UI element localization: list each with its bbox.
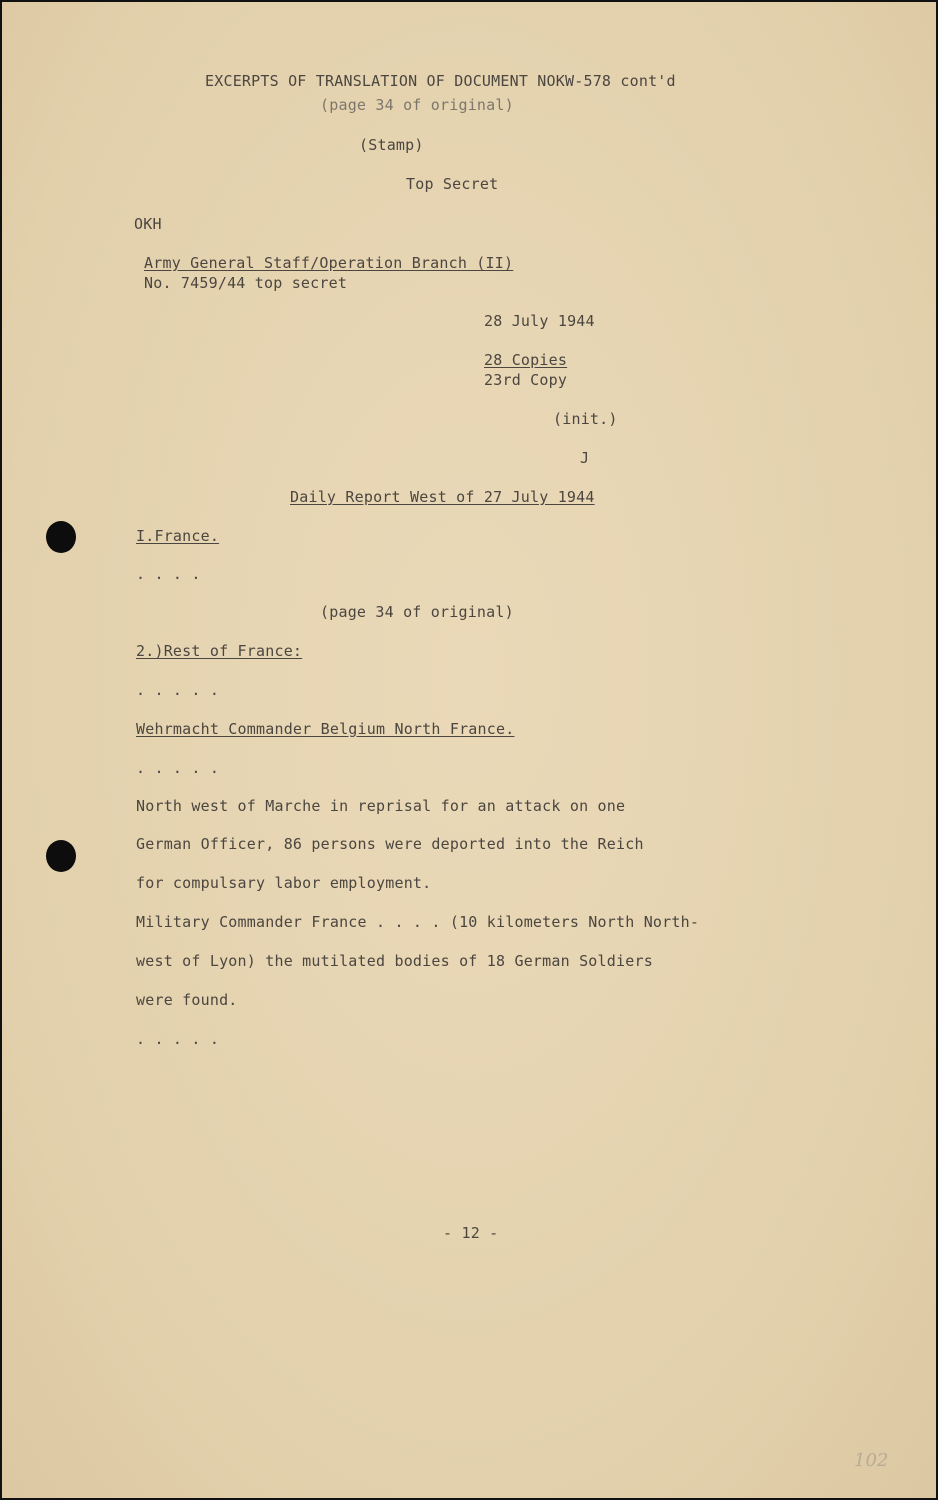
reference-number: No. 7459/44 top secret xyxy=(144,274,348,292)
body-line: were found. xyxy=(136,991,238,1009)
page-number: - 12 - xyxy=(443,1224,499,1242)
ellipsis: . . . . xyxy=(136,565,201,583)
ellipsis: . . . . . xyxy=(136,759,220,777)
body-line: North west of Marche in reprisal for an attack on one xyxy=(136,797,626,815)
copies-count: 28 Copies xyxy=(484,351,568,369)
stamp-label: (Stamp) xyxy=(359,136,424,154)
document-subtitle: (page 34 of original) xyxy=(320,96,514,114)
ellipsis: . . . . . xyxy=(136,681,220,699)
body-line: west of Lyon) the mutilated bodies of 18 German Soldiers xyxy=(136,952,653,970)
initials: (init.) xyxy=(553,410,618,428)
document-date: 28 July 1944 xyxy=(484,312,595,330)
copy-number: 23rd Copy xyxy=(484,371,568,389)
punch-hole xyxy=(46,840,76,872)
section-heading-france: I.France. xyxy=(136,527,220,545)
office-line: Army General Staff/Operation Branch (II) xyxy=(144,254,514,272)
section-heading-rest-of-france: 2.)Rest of France: xyxy=(136,642,303,660)
body-line: German Officer, 86 persons were deported into the Reich xyxy=(136,835,644,853)
classification: Top Secret xyxy=(406,175,499,193)
page-reference: (page 34 of original) xyxy=(320,603,514,621)
body-line: Military Commander France . . . . (10 kilometers North North- xyxy=(136,913,700,931)
sender: OKH xyxy=(134,215,162,233)
body-line: for compulsary labor employment. xyxy=(136,874,432,892)
punch-hole xyxy=(46,521,76,553)
commander-heading: Wehrmacht Commander Belgium North France. xyxy=(136,720,515,738)
document-title: EXCERPTS OF TRANSLATION OF DOCUMENT NOKW-578 cont'd xyxy=(205,72,676,90)
report-title: Daily Report West of 27 July 1944 xyxy=(290,488,595,506)
archive-pencil-mark: 102 xyxy=(854,1450,889,1471)
initial-letter: J xyxy=(580,449,590,467)
ellipsis: . . . . . xyxy=(136,1030,220,1048)
